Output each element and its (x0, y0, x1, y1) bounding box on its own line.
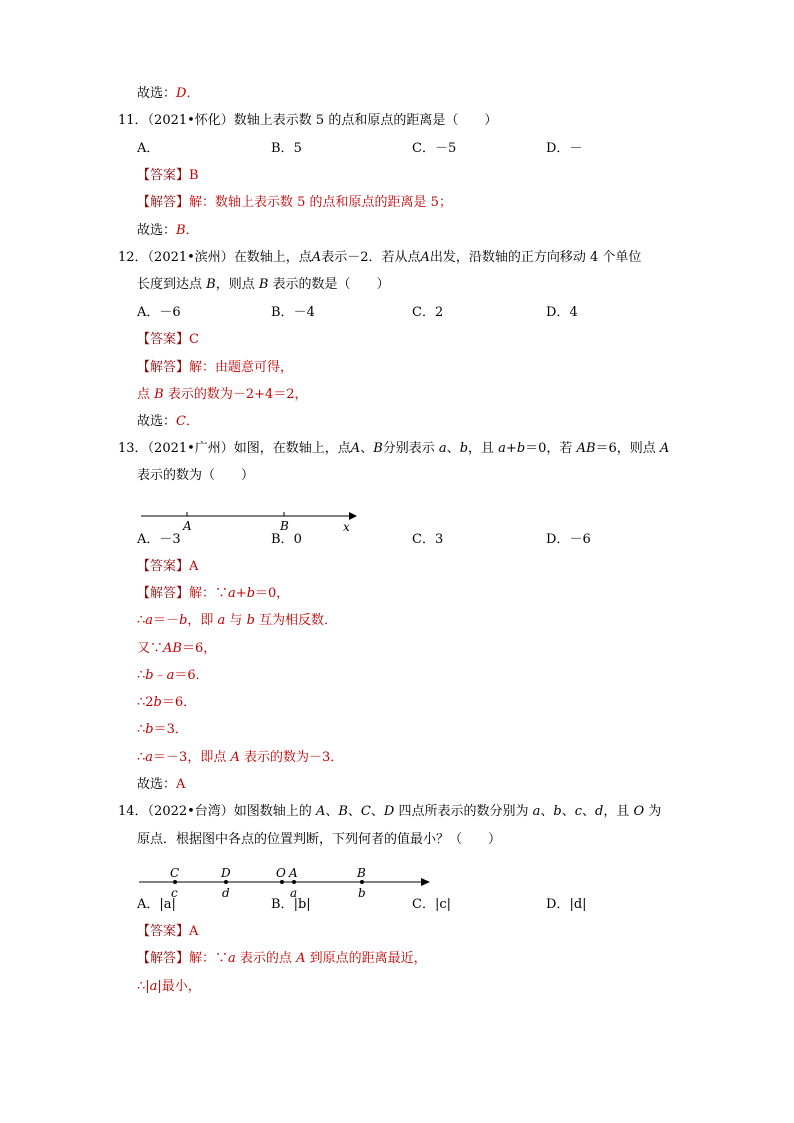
text-run: ＝6． (174, 668, 209, 683)
option-letter: B． (271, 532, 294, 547)
text-run: 13．（2021•广州）如图，在数轴上，点 (118, 441, 351, 456)
text-run: ∴ (137, 722, 146, 737)
text-run: ∴2 (137, 695, 154, 710)
text-run: 故选： (137, 223, 177, 238)
option-letter: B． (271, 897, 294, 912)
text-run: A (315, 804, 326, 819)
text-run: b (246, 586, 256, 601)
point-d-upper-label: D (221, 866, 231, 880)
text-run: ∴ (137, 750, 146, 765)
text-run: 解：数轴上表示数 5 的点和原点的距离是 5； (189, 195, 452, 210)
text-run: 、 (347, 804, 361, 819)
text-run: AB (163, 641, 182, 656)
text-run: 原点．根据图中各点的位置判断，下列何者的值最小？（ ） (137, 832, 502, 847)
text-run: + (235, 586, 247, 601)
answer-option (546, 139, 582, 159)
text-run: A (296, 951, 306, 966)
option-text: 3 (434, 532, 444, 547)
text-run: ∴| (137, 979, 150, 994)
text-line (137, 639, 216, 659)
text-run: a (145, 613, 154, 628)
text-run: 【解答】 (137, 586, 190, 601)
axis-x-label: x (343, 520, 350, 534)
text-run: 故选： (137, 777, 177, 792)
option-text: 4 (569, 305, 578, 320)
text-run: A (311, 250, 322, 265)
option-text: －6 (159, 305, 181, 320)
point-a-label: A (183, 519, 192, 533)
text-run: 14．（2022•台湾）如图数轴上的 (118, 804, 316, 819)
text-run: A (350, 441, 361, 456)
text-line (137, 922, 198, 942)
text-run: 四点所表示的数分别为 (394, 804, 533, 819)
text-line (137, 693, 196, 713)
answer-option (546, 895, 587, 915)
text-run: ，且 (603, 804, 634, 819)
point-a-lower-label: a (290, 886, 298, 900)
text-run: ＝3． (153, 722, 188, 737)
point-c-lower-label: c (171, 886, 178, 900)
option-letter: A． (137, 305, 160, 320)
answer-option (546, 530, 591, 550)
text-run: 【答案】 (137, 559, 190, 574)
point-b-label: B (280, 519, 289, 533)
text-run: 、 (540, 804, 554, 819)
text-run: 表示的数为－2+4＝2， (163, 387, 308, 402)
text-line (137, 584, 289, 604)
text-run: a (438, 441, 447, 456)
text-run: 【解答】 (137, 951, 190, 966)
text-run: 、 (561, 804, 575, 819)
text-run: ． (186, 86, 200, 101)
text-run: b (553, 804, 562, 819)
option-text: － (569, 141, 583, 156)
option-text: |a| (159, 897, 176, 912)
text-run: A (420, 250, 430, 265)
text-run: a (498, 441, 506, 456)
text-line (118, 802, 661, 822)
text-run: C (189, 332, 199, 347)
text-run: 长度到达点 (137, 277, 207, 292)
option-letter: D． (546, 141, 570, 156)
number-line-figure-14 (135, 865, 435, 901)
text-line (137, 830, 501, 850)
text-line (118, 248, 641, 268)
option-letter: D． (546, 305, 570, 320)
option-letter: C． (412, 305, 435, 320)
answer-option (271, 303, 315, 323)
text-line (137, 720, 188, 740)
text-run: B (373, 441, 383, 456)
text-run: ∴ (137, 613, 146, 628)
text-run: b (459, 441, 469, 456)
option-text: －5 (434, 141, 457, 156)
text-run: 【答案】 (137, 332, 190, 347)
text-run: ＝6，则点 (595, 441, 660, 456)
text-run: ∴ (137, 668, 146, 683)
text-run: O (633, 804, 645, 819)
text-line (137, 385, 308, 405)
text-run: b (145, 668, 154, 683)
option-letter: A． (137, 897, 160, 912)
text-run: a (217, 613, 226, 628)
text-line (137, 666, 209, 686)
text-run: ＝－3，即点 (153, 750, 231, 765)
text-line (137, 221, 199, 241)
text-run: 【解答】 (137, 360, 190, 375)
text-run: C (360, 804, 371, 819)
text-run: 【解答】 (137, 195, 190, 210)
text-run: 与 (225, 613, 247, 628)
text-run: D (383, 804, 395, 819)
point-b-lower-label: b (358, 886, 366, 900)
text-run: 12．（2021•滨州）在数轴上，点 (118, 250, 312, 265)
text-run: b (145, 722, 154, 737)
text-run: AB (576, 441, 596, 456)
text-run: B (206, 277, 216, 292)
text-run: 出发，沿数轴的正方向移动 4 个单位 (429, 250, 642, 265)
text-run: ． (185, 414, 199, 429)
text-run: ，且 (468, 441, 499, 456)
text-run: c (574, 804, 582, 819)
option-text: |c| (434, 897, 451, 912)
option-text: 5 (293, 141, 302, 156)
text-run: 、 (370, 804, 384, 819)
text-line (137, 166, 199, 186)
text-line (118, 111, 497, 131)
text-run: ＝－ (153, 613, 180, 628)
point-b-upper-label: B (357, 866, 366, 880)
text-run: 【答案】 (137, 168, 190, 183)
text-run: ＝0，若 (525, 441, 577, 456)
option-letter: C． (412, 532, 435, 547)
option-text: －3 (159, 532, 181, 547)
text-run: 表示的数为（ ） (137, 468, 255, 483)
text-run: b (153, 695, 162, 710)
text-run: 点 (137, 387, 155, 402)
text-run: a (228, 951, 236, 966)
text-run: B (258, 277, 269, 292)
text-run: |最小， (157, 979, 201, 994)
text-line (137, 193, 452, 213)
text-run: d (595, 804, 604, 819)
option-text: －6 (569, 532, 591, 547)
point-c-upper-label: C (170, 866, 180, 880)
text-run: 又∵ (137, 641, 164, 656)
answer-option (412, 139, 456, 159)
text-run: 解：∵ (189, 951, 229, 966)
option-text: －4 (293, 305, 315, 320)
text-run: b (179, 613, 188, 628)
text-line (137, 466, 254, 486)
text-run: 、 (446, 441, 460, 456)
text-run: A (189, 924, 199, 939)
text-run: 互为相反数． (254, 613, 338, 628)
text-run: a (532, 804, 541, 819)
text-run: 故选： (137, 86, 177, 101)
text-run: B (154, 387, 164, 402)
text-run: 表示－2．若从点 (321, 250, 421, 265)
text-run: B (176, 223, 186, 238)
text-run: a (145, 750, 154, 765)
text-run: + (505, 441, 517, 456)
origin-o-label: O (276, 866, 286, 880)
text-run: 表示的点 (235, 951, 297, 966)
text-run: B (189, 168, 199, 183)
text-run: ＝6， (181, 641, 217, 656)
text-run: A (659, 441, 670, 456)
text-run: a (228, 586, 236, 601)
point-a-upper-label: A (289, 866, 298, 880)
text-run: 【答案】 (137, 924, 190, 939)
text-run: a (166, 668, 175, 683)
option-text: |d| (569, 897, 587, 912)
text-run: ． (185, 223, 199, 238)
text-run: A (189, 559, 199, 574)
text-line (137, 949, 427, 969)
answer-option (271, 139, 302, 159)
text-run: 到原点的距离最近， (305, 951, 427, 966)
text-run: 、 (325, 804, 339, 819)
text-line (137, 611, 337, 631)
text-line (137, 275, 390, 295)
text-line (137, 557, 198, 577)
text-line (118, 439, 669, 459)
point-d-lower-label: d (222, 886, 230, 900)
text-line (137, 358, 293, 378)
text-run: D (176, 86, 187, 101)
option-letter: A． (137, 532, 160, 547)
text-run: 表示的数是（ ） (268, 277, 390, 292)
text-run: ﹣ (153, 668, 167, 683)
option-text: 2 (434, 305, 444, 320)
text-run: 解：由题意可得， (189, 360, 294, 375)
text-line (137, 748, 343, 768)
text-run: 、 (360, 441, 374, 456)
text-run: 、 (582, 804, 596, 819)
text-run: 故选： (137, 414, 177, 429)
answer-option (412, 303, 443, 323)
text-run: ＝6． (161, 695, 197, 710)
text-run: ，即 (187, 613, 218, 628)
option-letter: C． (412, 897, 435, 912)
answer-option (546, 303, 578, 323)
text-run: a (149, 979, 158, 994)
text-run: 表示的数为－3． (239, 750, 344, 765)
option-letter: B． (271, 141, 294, 156)
text-line (137, 84, 199, 104)
text-run: 分别表示 (382, 441, 439, 456)
text-line (137, 412, 199, 432)
text-run: ，则点 (215, 277, 259, 292)
text-run: A (176, 777, 186, 792)
text-run: A (230, 750, 240, 765)
option-letter: D． (546, 532, 570, 547)
text-line (137, 775, 185, 795)
text-run: b (516, 441, 526, 456)
text-run: b (246, 613, 255, 628)
option-letter: D． (546, 897, 570, 912)
option-letter: A． (137, 141, 160, 156)
option-text: |b| (293, 897, 311, 912)
number-line-figure-13 (135, 505, 365, 535)
option-letter: B． (271, 305, 294, 320)
text-run: B (338, 804, 348, 819)
text-line (137, 977, 201, 997)
text-run: 为 (644, 804, 662, 819)
text-line (137, 330, 199, 350)
text-run: ＝0， (255, 586, 290, 601)
answer-option (137, 139, 159, 159)
option-letter: C． (412, 141, 435, 156)
answer-option (137, 303, 181, 323)
option-text: 0 (293, 532, 302, 547)
text-run: 11．（2021•怀化）数轴上表示数 5 的点和原点的距离是（ ） (118, 113, 498, 128)
answer-option (412, 530, 443, 550)
text-run: C (176, 414, 186, 429)
text-run: 解：∵ (189, 586, 229, 601)
